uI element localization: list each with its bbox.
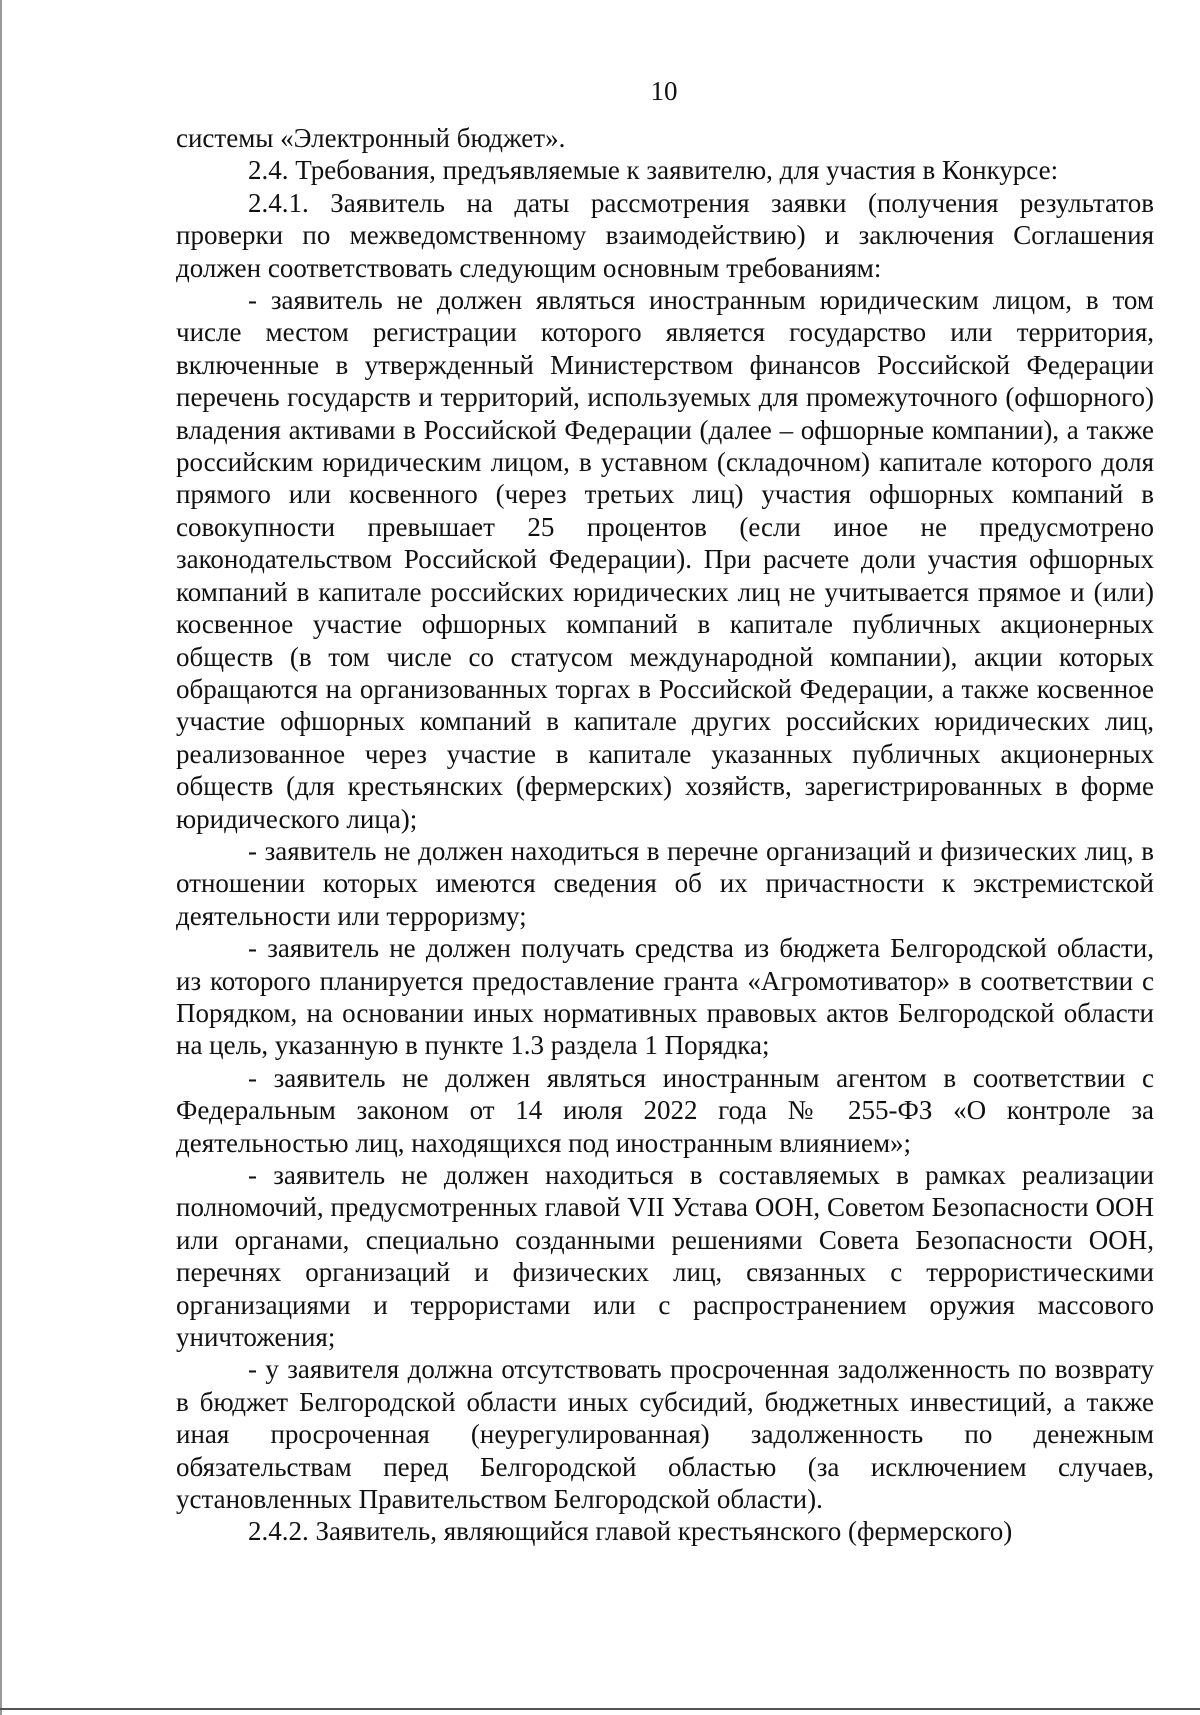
paragraph: системы «Электронный бюджет».: [176, 123, 566, 153]
paragraph: - у заявителя должна отсутствовать просроченная задолженность по возврату в бюджет Белгородской области иных субсидий, бюджетных инвестиций, а также иная просроченная (неурегулированная) задолженность по денежным обязательствам перед Белгородской областью (за исключением случаев, установленных Правительством Белгородской области).: [176, 1354, 1154, 1515]
paragraph: 2.4.1. Заявитель на даты рассмотрения заявки (получения результатов проверки по межведомственному взаимодействию) и заключения Соглашения должен соответствовать следующим основным требованиям:: [176, 187, 1154, 283]
page-number: 10: [650, 76, 678, 106]
document-body: [176, 122, 1154, 1548]
paragraph: - заявитель не должен получать средства из бюджета Белгородской области, из которого планируется предоставление гранта «Агромотиватор» в соответствии с Порядком, на основании иных нормативных правовых актов Белгородской области на цель, указанную в пункте 1.3 раздела 1 Порядка;: [176, 933, 1154, 1061]
scan-edge: [0, 0, 2, 1715]
paragraph: - заявитель не должен находиться в составляемых в рамках реализации полномочий, предусмотренных главой VII Устава ООН, Советом Безопасности ООН или органами, специально созданными решениями Совета Безопасности ООН, перечнях организаций и физических лиц, связанных с террористическими организациями и террористами или с распространением оружия массового уничтожения;: [176, 1160, 1154, 1353]
paragraph: - заявитель не должен являться иностранным юридическим лицом, в том числе местом регистрации которого является государство или территория, включенные в утвержденный Министерством финансов Российской Федерации перечень государств и территорий, используемых для промежуточного (офшорного) владения активами в Российской Федерации (далее – офшорные компании), а также российским юридическим лицом, в уставном (складочном) капитале которого доля прямого или косвенного (через третьих лиц) участия офшорных компаний в совокупности превышает 25 процентов (если иное не предусмотрено законодательством Российской Федерации). При расчете доли участия офшорных компаний в капитале российских юридических лиц не учитывается прямое и (или) косвенное участие офшорных компаний в капитале публичных акционерных обществ (в том числе со статусом международной компании), акции которых обращаются на организованных торгах в Российской Федерации, а также косвенное участие офшорных компаний в капитале других российских юридических лиц, реализованное через участие в капитале указанных публичных акционерных обществ (для крестьянских (фермерских) хозяйств, зарегистрированных в форме юридического лица);: [176, 285, 1154, 834]
paragraph: - заявитель не должен находиться в перечне организаций и физических лиц, в отношении которых имеются сведения об их причастности к экстремистской деятельности или терроризму;: [176, 835, 1154, 931]
paragraph: 2.4. Требования, предъявляемые к заявителю, для участия в Конкурсе:: [248, 155, 1059, 186]
paragraph: 2.4.2. Заявитель, являющийся главой крестьянского (фермерского): [248, 1516, 1013, 1547]
paragraph: - заявитель не должен являться иностранным агентом в соответствии с Федеральным законом от 14 июля 2022 года № 255-ФЗ «О контроле за деятельностью лиц, находящихся под иностранным влиянием»;: [176, 1062, 1154, 1158]
scan-bottom-edge: [0, 1708, 1200, 1710]
